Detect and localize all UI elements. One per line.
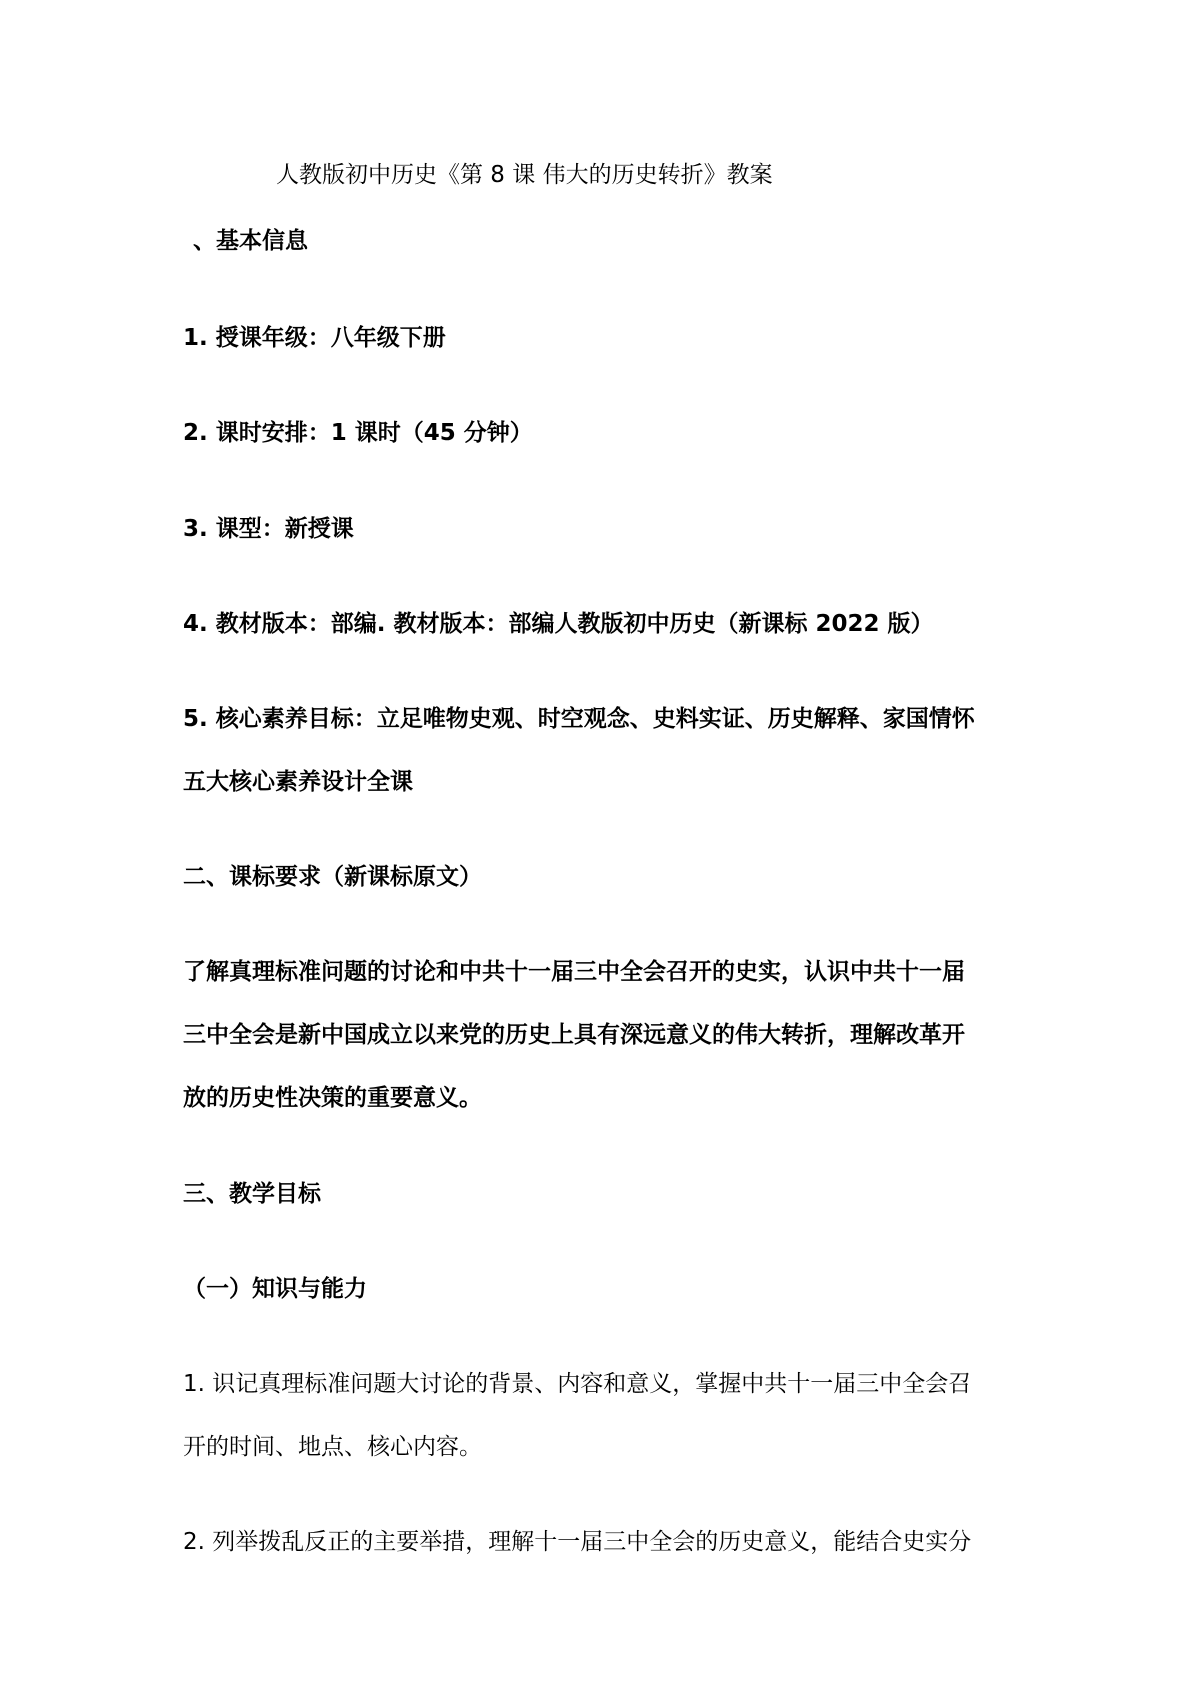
standard-text-line: 了解真理标准问题的讨论和中共十一届三中全会召开的史实，认识中共十一届 [183, 959, 965, 985]
basic-info-textbook: 4. 教材版本：部编. 教材版本：部编人教版初中历史（新课标 2022 版） [183, 611, 934, 637]
section-heading-objectives: 三、教学目标 [183, 1181, 321, 1207]
objective-text-line: 开的时间、地点、核心内容。 [183, 1434, 482, 1460]
standard-text-line: 三中全会是新中国成立以来党的历史上具有深远意义的伟大转折，理解改革开 [183, 1022, 965, 1048]
standard-text-line: 放的历史性决策的重要意义。 [183, 1085, 482, 1111]
basic-info-core-literacy-cont: 五大核心素养设计全课 [183, 769, 413, 795]
objective-text-line: 1. 识记真理标准问题大讨论的背景、内容和意义，掌握中共十一届三中全会召 [183, 1371, 972, 1397]
basic-info-lesson-type: 3. 课型：新授课 [183, 516, 354, 542]
basic-info-hours: 2. 课时安排：1 课时（45 分钟） [183, 420, 533, 446]
basic-info-grade: 1. 授课年级：八年级下册 [183, 325, 446, 351]
subsection-heading-knowledge: （一）知识与能力 [183, 1276, 367, 1302]
document-title: 人教版初中历史《第 8 课 伟大的历史转折》教案 [276, 162, 773, 188]
objective-text-line: 2. 列举拨乱反正的主要举措，理解十一届三中全会的历史意义，能结合史实分 [183, 1529, 972, 1555]
section-heading-standards: 二、课标要求（新课标原文） [183, 864, 482, 890]
section-heading-basic-info: 、基本信息 [193, 228, 308, 254]
basic-info-core-literacy: 5. 核心素养目标：立足唯物史观、时空观念、史料实证、历史解释、家国情怀 [183, 706, 975, 732]
